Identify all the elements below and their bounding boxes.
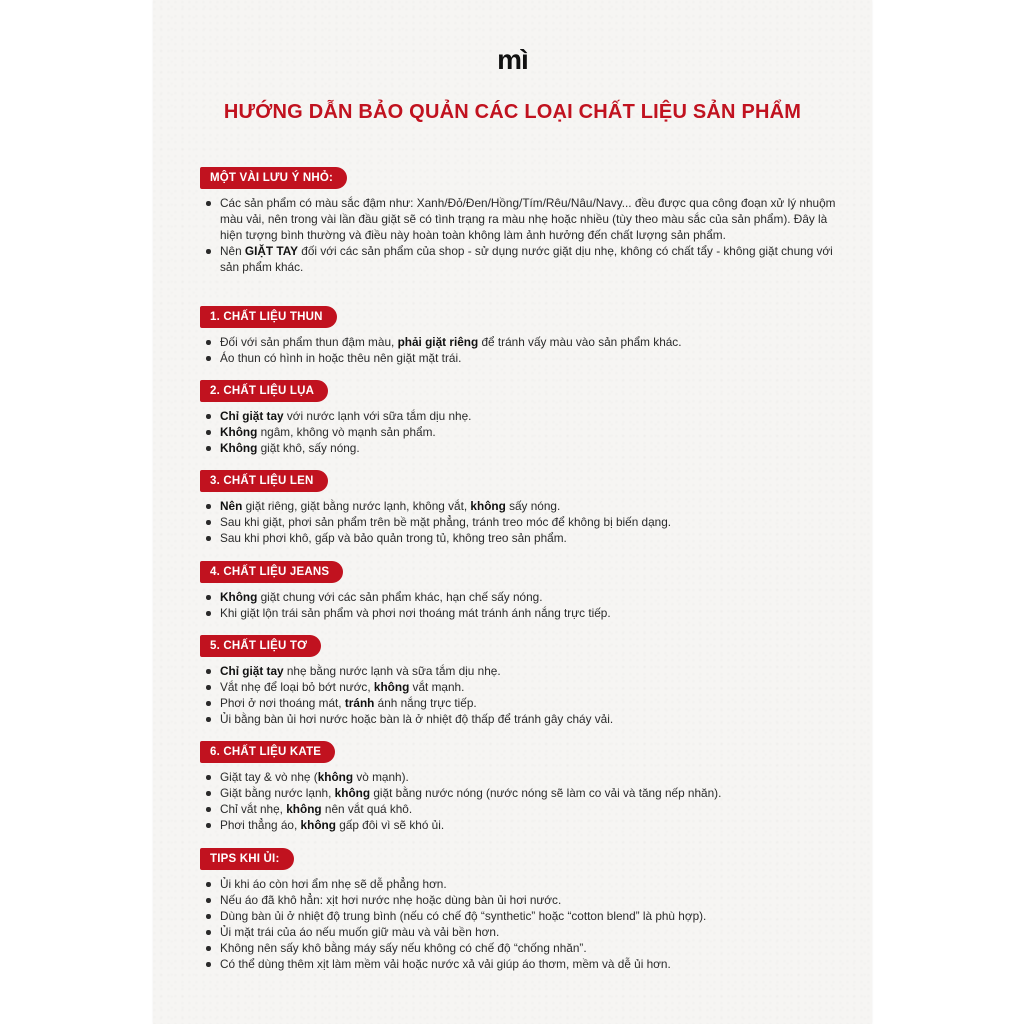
bold-text: tránh [344, 696, 375, 710]
text-run: Ủi khi áo còn hơi ẩm nhẹ sẽ dễ phẳng hơn. [220, 877, 447, 891]
section-heading: 1. CHẤT LIỆU THUN [200, 306, 337, 328]
list-item [200, 785, 840, 801]
list-item [200, 924, 840, 940]
text-run: Sau khi phơi khô, gấp và bảo quản trong tủ, không treo sản phẩm. [220, 531, 567, 545]
section-list [200, 876, 840, 972]
bold-text: không [300, 818, 336, 832]
list-item [200, 408, 840, 424]
section-tips [200, 848, 840, 972]
page-title: HƯỚNG DẪN BẢO QUẢN CÁC LOẠI CHẤT LIỆU SẢN PHẨM [223, 101, 802, 123]
section-len [200, 470, 840, 546]
bold-text: không [334, 786, 371, 800]
bold-text: không [317, 770, 354, 784]
list-item [200, 663, 840, 679]
section-notes [200, 167, 840, 275]
list-item [200, 769, 840, 785]
text-run: sấy nóng. [505, 499, 561, 513]
list-item [200, 605, 840, 621]
text-run: Chỉ vắt nhẹ, [220, 802, 287, 816]
care-guide-sheet [153, 0, 872, 1024]
section-list [200, 334, 840, 366]
list-item [200, 801, 840, 817]
bold-text: Không [220, 441, 258, 455]
text-run: Ủi bằng bàn ủi hơi nước hoặc bàn là ở nhiệt độ thấp để tránh gây cháy vải. [220, 712, 614, 726]
text-run: giặt khô, sấy nóng. [257, 441, 360, 455]
text-run: nhẹ bằng nước lạnh và sữa tắm dịu nhẹ. [283, 664, 501, 678]
section-kate [200, 741, 840, 833]
text-run: với nước lạnh với sữa tắm dịu nhẹ. [283, 409, 472, 423]
text-run: vò mạnh). [353, 770, 409, 784]
bold-text: không [373, 680, 410, 694]
bold-text: Không [220, 425, 258, 439]
list-item [200, 350, 840, 366]
brand-logo: mì [497, 44, 528, 75]
section-heading: 2. CHẤT LIỆU LỤA [200, 380, 328, 402]
section-list [200, 589, 840, 621]
text-run: Áo thun có hình in hoặc thêu nên giặt mặt trái. [220, 351, 462, 365]
list-item [200, 940, 840, 956]
text-run: đối với các sản phẩm của shop - sử dụng nước giặt dịu nhẹ, không có chất tẩy - không giặt chung với sản phẩm khác. [220, 244, 833, 274]
bold-text: không [286, 802, 322, 816]
section-heading: MỘT VÀI LƯU Ý NHỎ: [200, 167, 347, 189]
text-run: Giặt tay & vò nhẹ ( [220, 770, 318, 784]
list-item [200, 876, 840, 892]
section-list [200, 408, 840, 456]
list-item [200, 195, 840, 243]
list-item [200, 243, 840, 275]
bold-text: GIẶT TAY [244, 244, 299, 258]
text-run: vắt mạnh. [409, 680, 465, 694]
section-jeans [200, 561, 840, 621]
bold-text: không [470, 499, 506, 513]
list-item [200, 514, 840, 530]
list-item [200, 908, 840, 924]
text-run: giặt bằng nước nóng (nước nóng sẽ làm co vải và tăng nếp nhăn). [370, 786, 722, 800]
section-heading: TIPS KHI ỦI: [200, 848, 294, 870]
text-run: nên vắt quá khô. [321, 802, 413, 816]
text-run: Nên [220, 244, 245, 258]
text-run: Có thể dùng thêm xịt làm mềm vải hoặc nước xả vải giúp áo thơm, mềm và dễ ủi hơn. [220, 957, 671, 971]
text-run: gấp đôi vì sẽ khó ủi. [335, 818, 445, 832]
section-list [200, 195, 840, 275]
text-run: Vắt nhẹ để loại bỏ bớt nước, [220, 680, 374, 694]
list-item [200, 892, 840, 908]
text-run: Sau khi giặt, phơi sản phẩm trên bề mặt phẳng, tránh treo móc để không bị biến dạng. [220, 515, 672, 529]
section-lua [200, 380, 840, 456]
section-heading: 3. CHẤT LIỆU LEN [200, 470, 328, 492]
list-item [200, 498, 840, 514]
list-item [200, 424, 840, 440]
list-item [200, 956, 840, 972]
text-run: Phơi thẳng áo, [220, 818, 301, 832]
bold-text: Không [220, 590, 258, 604]
bold-text: Chỉ giặt tay [220, 409, 284, 423]
section-to [200, 635, 840, 727]
list-item [200, 589, 840, 605]
text-run: Nếu áo đã khô hẳn: xịt hơi nước nhẹ hoặc dùng bàn ủi hơi nước. [220, 893, 562, 907]
text-run: Đối với sản phẩm thun đậm màu, [220, 335, 398, 349]
section-list [200, 498, 840, 546]
text-run: Phơi ở nơi thoáng mát, [220, 696, 345, 710]
text-run: Ủi mặt trái của áo nếu muốn giữ màu và vải bền hơn. [220, 925, 500, 939]
section-heading: 5. CHẤT LIỆU TƠ [200, 635, 321, 657]
bold-text: phải giặt riêng [397, 335, 479, 349]
section-thun [200, 306, 840, 366]
list-item [200, 440, 840, 456]
text-run: ngâm, không vò mạnh sản phẩm. [257, 425, 436, 439]
text-run: Các sản phẩm có màu sắc đậm như: Xanh/Đỏ/Đen/Hồng/Tím/Rêu/Nâu/Navy... đều được qua công đoạn xử lý nhuộm màu vải, nên trong vài lần đầu giặt sẽ có tình trạng ra màu nhẹ hoặc nhiều (tùy theo màu sắc của sản phẩm). Đây là hiện tượng bình thường và điều này hoàn toàn không làm ảnh hưởng đến chất lượng sản phẩm. [220, 196, 836, 242]
text-run: Không nên sấy khô bằng máy sấy nếu không có chế độ “chống nhăn”. [220, 941, 587, 955]
list-item [200, 817, 840, 833]
text-run: giặt chung với các sản phẩm khác, hạn chế sấy nóng. [257, 590, 543, 604]
bold-text: Nên [220, 499, 243, 513]
text-run: giặt riêng, giặt bằng nước lạnh, không vắt, [242, 499, 471, 513]
section-heading: 4. CHẤT LIỆU JEANS [200, 561, 343, 583]
section-heading: 6. CHẤT LIỆU KATE [200, 741, 335, 763]
list-item [200, 530, 840, 546]
bold-text: Chỉ giặt tay [220, 664, 284, 678]
list-item [200, 695, 840, 711]
list-item [200, 334, 840, 350]
list-item [200, 711, 840, 727]
text-run: Dùng bàn ủi ở nhiệt độ trung bình (nếu có chế độ “synthetic” hoặc “cotton blend” là phù hợp). [220, 909, 707, 923]
list-item [200, 679, 840, 695]
text-run: ánh nắng trực tiếp. [374, 696, 477, 710]
text-run: Giặt bằng nước lạnh, [220, 786, 335, 800]
text-run: Khi giặt lộn trái sản phẩm và phơi nơi thoáng mát tránh ánh nắng trực tiếp. [220, 606, 611, 620]
section-list [200, 663, 840, 727]
section-list [200, 769, 840, 833]
text-run: để tránh vấy màu vào sản phẩm khác. [478, 335, 682, 349]
